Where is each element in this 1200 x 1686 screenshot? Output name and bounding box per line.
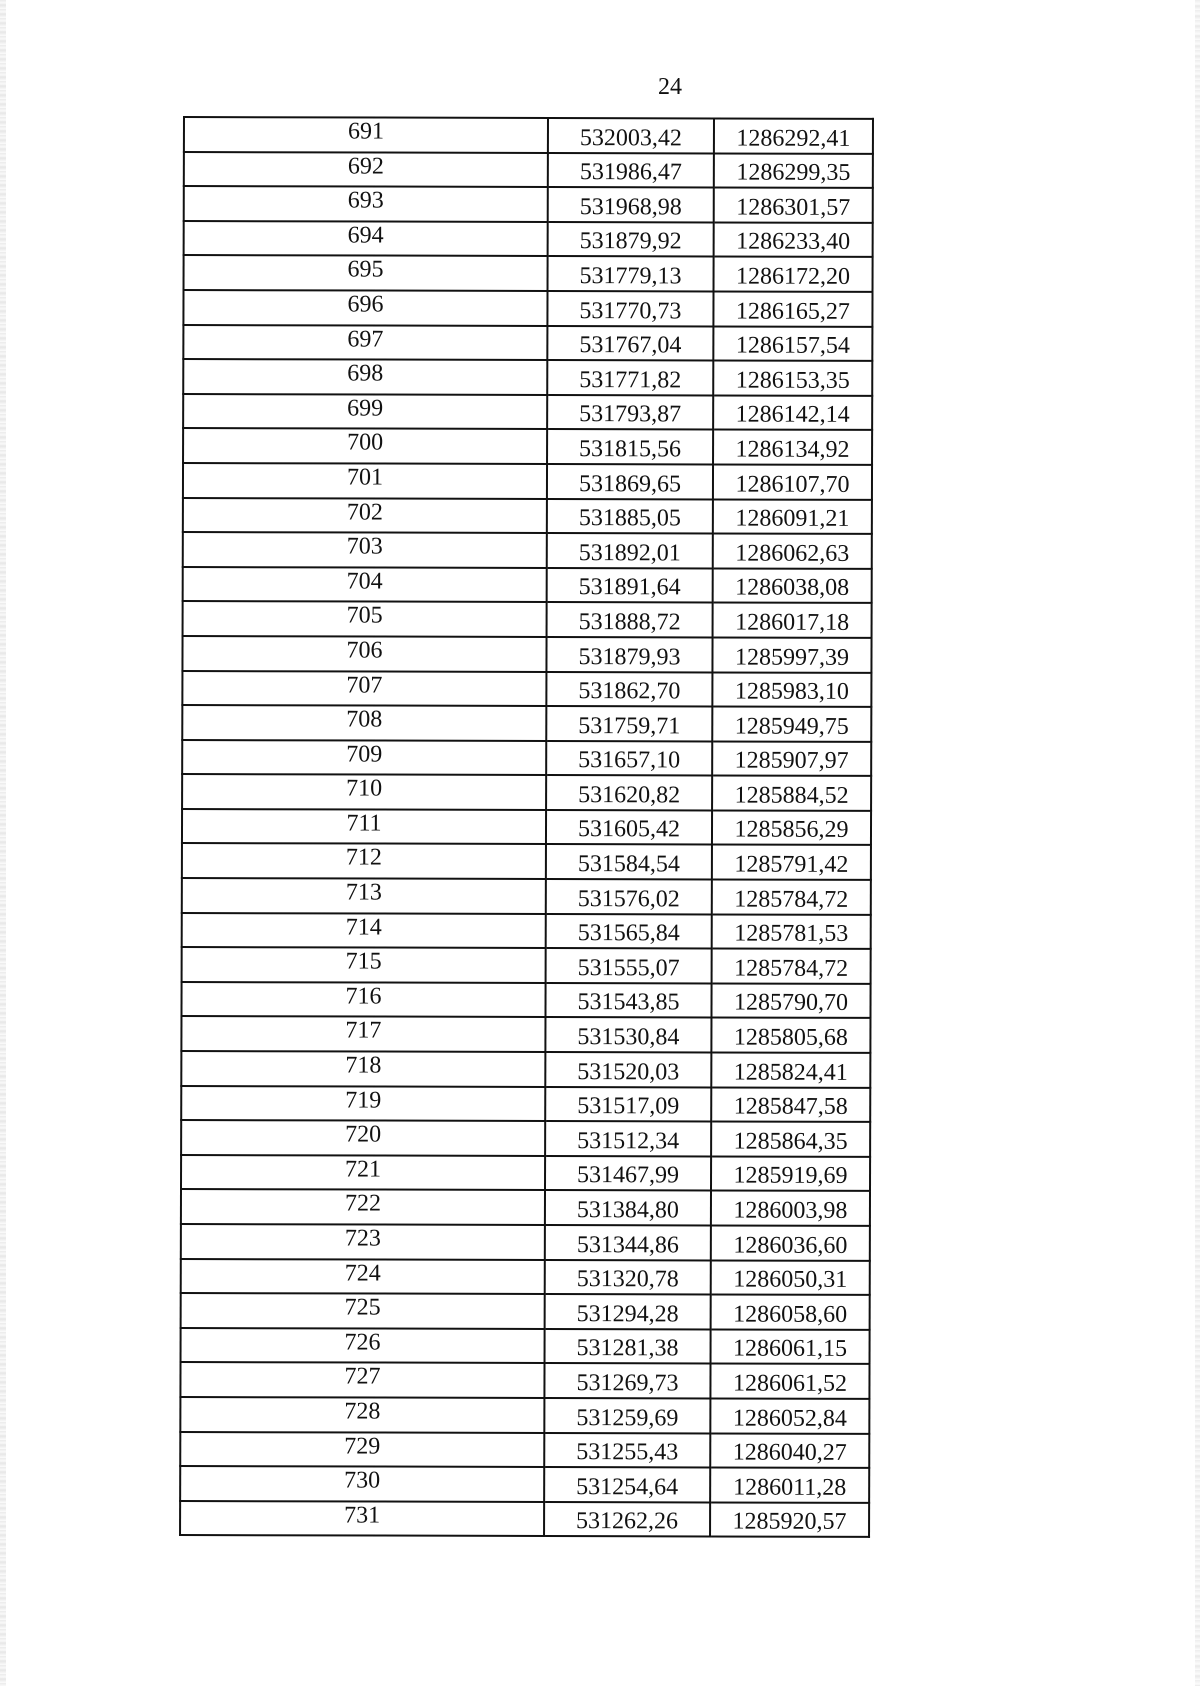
point-number-cell: 697: [183, 325, 547, 361]
x-coordinate-cell: 531888,72: [547, 602, 713, 637]
point-number-cell: 715: [182, 947, 546, 983]
x-coordinate-cell: 531892,01: [547, 533, 713, 568]
table-row: [181, 1120, 870, 1157]
y-coordinate-cell: 1286061,52: [710, 1364, 869, 1399]
point-number-cell: 721: [181, 1155, 545, 1191]
table-row: [180, 1501, 869, 1538]
table-row: [182, 740, 871, 777]
x-coordinate-cell: 531517,09: [545, 1087, 711, 1122]
x-coordinate-cell: 531879,92: [548, 222, 714, 257]
x-coordinate-cell: 531620,82: [546, 775, 712, 810]
x-coordinate-cell: 531344,86: [545, 1225, 711, 1260]
point-number-cell: 691: [184, 117, 548, 153]
table-row: [181, 1189, 870, 1226]
table-row: [183, 498, 872, 535]
point-number-cell: 720: [181, 1120, 545, 1156]
y-coordinate-cell: 1285847,58: [711, 1087, 870, 1122]
x-coordinate-cell: 531269,73: [544, 1363, 710, 1398]
table-row: [183, 290, 872, 327]
y-coordinate-cell: 1286172,20: [714, 257, 873, 292]
page-number: 24: [658, 74, 682, 100]
table-row: [183, 325, 872, 362]
point-number-cell: 729: [180, 1432, 544, 1468]
point-number-cell: 711: [182, 809, 546, 845]
table-row: [183, 567, 872, 604]
y-coordinate-cell: 1286165,27: [713, 291, 872, 326]
coordinates-table: [179, 116, 874, 1538]
x-coordinate-cell: 532003,42: [548, 118, 714, 153]
x-coordinate-cell: 531555,07: [546, 948, 712, 983]
table-row: [182, 671, 871, 708]
coordinates-table-wrapper: [179, 116, 874, 1538]
x-coordinate-cell: 531520,03: [545, 1052, 711, 1087]
x-coordinate-cell: 531320,78: [545, 1260, 711, 1295]
point-number-cell: 706: [182, 636, 546, 672]
y-coordinate-cell: 1286038,08: [713, 568, 872, 603]
y-coordinate-cell: 1286040,27: [710, 1433, 869, 1468]
x-coordinate-cell: 531968,98: [548, 187, 714, 222]
x-coordinate-cell: 531467,99: [545, 1156, 711, 1191]
x-coordinate-cell: 531879,93: [546, 637, 712, 672]
x-coordinate-cell: 531605,42: [546, 810, 712, 845]
x-coordinate-cell: 531885,05: [547, 499, 713, 534]
y-coordinate-cell: 1285884,52: [712, 776, 871, 811]
point-number-cell: 726: [181, 1328, 545, 1364]
x-coordinate-cell: 531657,10: [546, 741, 712, 776]
y-coordinate-cell: 1286017,18: [713, 603, 872, 638]
point-number-cell: 694: [184, 221, 548, 257]
table-row: [183, 463, 872, 500]
point-number-cell: 707: [182, 671, 546, 707]
y-coordinate-cell: 1285805,68: [711, 1018, 870, 1053]
point-number-cell: 701: [183, 463, 547, 499]
table-row: [181, 1086, 870, 1123]
scan-edge-left: [0, 0, 6, 1686]
point-number-cell: 728: [180, 1397, 544, 1433]
y-coordinate-cell: 1286299,35: [714, 153, 873, 188]
table-row: [183, 359, 872, 396]
table-row: [182, 913, 871, 950]
table-row: [181, 1224, 870, 1261]
x-coordinate-cell: 531512,34: [545, 1121, 711, 1156]
point-number-cell: 724: [181, 1259, 545, 1295]
x-coordinate-cell: 531254,64: [544, 1467, 710, 1502]
y-coordinate-cell: 1286011,28: [710, 1468, 869, 1503]
y-coordinate-cell: 1285983,10: [712, 672, 871, 707]
table-row: [184, 186, 873, 223]
scan-edge-right: [1195, 0, 1200, 1686]
point-number-cell: 708: [182, 705, 546, 741]
point-number-cell: 713: [182, 878, 546, 914]
point-number-cell: 725: [181, 1293, 545, 1329]
x-coordinate-cell: 531770,73: [547, 291, 713, 326]
table-row: [184, 117, 873, 154]
x-coordinate-cell: 531259,69: [544, 1398, 710, 1433]
x-coordinate-cell: 531759,71: [546, 706, 712, 741]
y-coordinate-cell: 1286134,92: [713, 430, 872, 465]
point-number-cell: 693: [184, 186, 548, 222]
y-coordinate-cell: 1286062,63: [713, 534, 872, 569]
y-coordinate-cell: 1285856,29: [712, 810, 871, 845]
point-number-cell: 722: [181, 1189, 545, 1225]
table-row: [180, 1362, 869, 1399]
point-number-cell: 699: [183, 394, 547, 430]
y-coordinate-cell: 1285790,70: [711, 983, 870, 1018]
x-coordinate-cell: 531779,13: [548, 256, 714, 291]
point-number-cell: 692: [184, 152, 548, 188]
y-coordinate-cell: 1286107,70: [713, 464, 872, 499]
y-coordinate-cell: 1286003,98: [711, 1191, 870, 1226]
y-coordinate-cell: 1286058,60: [711, 1295, 870, 1330]
x-coordinate-cell: 531767,04: [547, 326, 713, 361]
x-coordinate-cell: 531530,84: [545, 1017, 711, 1052]
point-number-cell: 700: [183, 428, 547, 464]
table-row: [181, 1051, 870, 1088]
point-number-cell: 698: [183, 359, 547, 395]
x-coordinate-cell: 531565,84: [546, 914, 712, 949]
y-coordinate-cell: 1286233,40: [714, 222, 873, 257]
table-row: [182, 705, 871, 742]
table-row: [183, 394, 872, 431]
table-row: [182, 809, 871, 846]
point-number-cell: 695: [184, 255, 548, 291]
table-row: [181, 1259, 870, 1296]
y-coordinate-cell: 1285919,69: [711, 1156, 870, 1191]
point-number-cell: 703: [183, 532, 547, 568]
y-coordinate-cell: 1285949,75: [712, 707, 871, 742]
table-row: [183, 532, 872, 569]
y-coordinate-cell: 1286052,84: [710, 1398, 869, 1433]
x-coordinate-cell: 531584,54: [546, 844, 712, 879]
x-coordinate-cell: 531815,56: [547, 429, 713, 464]
y-coordinate-cell: 1285997,39: [712, 637, 871, 672]
table-row: [182, 843, 871, 880]
y-coordinate-cell: 1286050,31: [711, 1260, 870, 1295]
x-coordinate-cell: 531771,82: [547, 360, 713, 395]
x-coordinate-cell: 531891,64: [547, 568, 713, 603]
table-row: [183, 601, 872, 638]
point-number-cell: 718: [181, 1051, 545, 1087]
y-coordinate-cell: 1285784,72: [712, 949, 871, 984]
table-row: [184, 221, 873, 258]
y-coordinate-cell: 1285791,42: [712, 845, 871, 880]
y-coordinate-cell: 1286036,60: [711, 1225, 870, 1260]
point-number-cell: 730: [180, 1466, 544, 1502]
x-coordinate-cell: 531576,02: [546, 879, 712, 914]
point-number-cell: 696: [183, 290, 547, 326]
point-number-cell: 714: [182, 913, 546, 949]
point-number-cell: 705: [183, 601, 547, 637]
y-coordinate-cell: 1286292,41: [714, 118, 873, 153]
point-number-cell: 716: [181, 982, 545, 1018]
table-row: [182, 774, 871, 811]
x-coordinate-cell: 531986,47: [548, 153, 714, 188]
y-coordinate-cell: 1285784,72: [712, 880, 871, 915]
table-row: [183, 428, 872, 465]
table-row: [184, 152, 873, 189]
point-number-cell: 717: [181, 1016, 545, 1052]
table-row: [180, 1397, 869, 1434]
y-coordinate-cell: 1285781,53: [712, 914, 871, 949]
point-number-cell: 702: [183, 498, 547, 534]
table-row: [181, 1155, 870, 1192]
y-coordinate-cell: 1286091,21: [713, 499, 872, 534]
x-coordinate-cell: 531255,43: [544, 1433, 710, 1468]
x-coordinate-cell: 531384,80: [545, 1190, 711, 1225]
coordinates-table-body: [180, 117, 873, 1537]
table-row: [180, 1466, 869, 1503]
y-coordinate-cell: 1286157,54: [713, 326, 872, 361]
table-row: [181, 1016, 870, 1053]
table-row: [181, 1328, 870, 1365]
table-row: [180, 1432, 869, 1469]
x-coordinate-cell: 531294,28: [545, 1294, 711, 1329]
y-coordinate-cell: 1286142,14: [713, 395, 872, 430]
y-coordinate-cell: 1285824,41: [711, 1053, 870, 1088]
x-coordinate-cell: 531543,85: [545, 983, 711, 1018]
point-number-cell: 704: [183, 567, 547, 603]
x-coordinate-cell: 531869,65: [547, 464, 713, 499]
x-coordinate-cell: 531281,38: [545, 1329, 711, 1364]
y-coordinate-cell: 1285864,35: [711, 1122, 870, 1157]
table-row: [184, 255, 873, 292]
y-coordinate-cell: 1285907,97: [712, 741, 871, 776]
point-number-cell: 723: [181, 1224, 545, 1260]
point-number-cell: 712: [182, 843, 546, 879]
table-row: [182, 636, 871, 673]
y-coordinate-cell: 1285920,57: [710, 1502, 869, 1537]
x-coordinate-cell: 531862,70: [546, 672, 712, 707]
table-row: [181, 1293, 870, 1330]
y-coordinate-cell: 1286301,57: [714, 188, 873, 223]
y-coordinate-cell: 1286061,15: [711, 1329, 870, 1364]
y-coordinate-cell: 1286153,35: [713, 361, 872, 396]
point-number-cell: 719: [181, 1086, 545, 1122]
point-number-cell: 710: [182, 774, 546, 810]
table-row: [182, 878, 871, 915]
x-coordinate-cell: 531262,26: [544, 1502, 710, 1537]
table-row: [182, 947, 871, 984]
table-row: [181, 982, 870, 1019]
x-coordinate-cell: 531793,87: [547, 395, 713, 430]
point-number-cell: 731: [180, 1501, 544, 1537]
point-number-cell: 727: [180, 1362, 544, 1398]
point-number-cell: 709: [182, 740, 546, 776]
